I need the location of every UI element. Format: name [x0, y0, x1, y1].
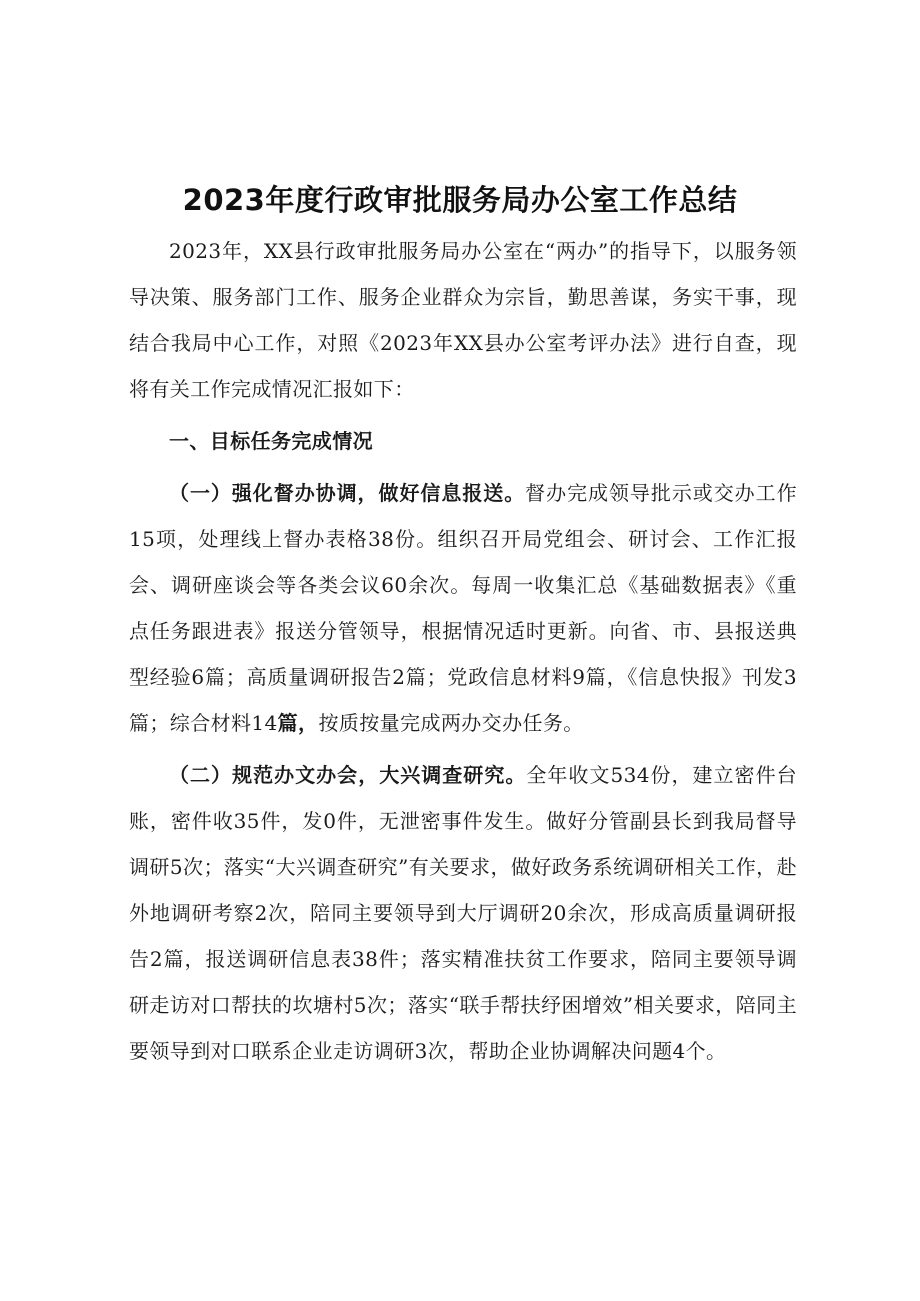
paragraph-bold-word: 篇， — [277, 711, 319, 735]
intro-paragraph: 2023年，XX县行政审批服务局办公室在“两办”的指导下，以服务领导决策、服务部门工作、服务企业群众为宗旨，勤思善谋，务实干事，现结合我局中心工作，对照《2023年XX县办公室考评办法》进行自查，现将有关工作完成情况汇报如下： — [129, 239, 797, 401]
document-body — [129, 228, 797, 1074]
paragraph-text: 督办完成领导批示或交办工作15项，处理线上督办表格38份。组织召开局党组会、研讨会、工作汇报会、调研座谈会等各类会议60余次。每周一收集汇总《基础数据表》《重点任务跟进表》报送分管领导，根据情况适时更新。向省、市、县报送典型经验6篇；高质量调研报告2篇；党政信息材料9篇，《信息快报》刊发3篇；综合材料14 — [129, 481, 797, 735]
paragraph-research — [129, 752, 797, 1074]
paragraph-supervision — [129, 470, 797, 746]
paragraph-tail: 按质按量完成两办交办任务。 — [318, 711, 584, 735]
paragraph-text: 全年收文534份，建立密件台账，密件收35件，发0件，无泄密事件发生。做好分管副县长到我局督导调研5次；落实“大兴调查研究”有关要求，做好政务系统调研相关工作，赴外地调研考察2次，陪同主要领导到大厅调研20余次，形成高质量调研报告2篇，报送调研信息表38件；落实精准扶贫工作要求，陪同主要领导调研走访对口帮扶的坎塘村5次；落实“联手帮扶纾困增效”相关要求，陪同主要领导到对口联系企业走访调研3次，帮助企业协调解决问题4个。 — [129, 763, 797, 1063]
paragraph-lead: （二）规范办文办会，大兴调查研究。 — [169, 763, 527, 787]
paragraph-lead: （一）强化督办协调，做好信息报送。 — [169, 481, 526, 505]
document-title: 2023年度行政审批服务局办公室工作总结 — [182, 183, 738, 217]
section-heading: 一、目标任务完成情况 — [169, 429, 373, 453]
